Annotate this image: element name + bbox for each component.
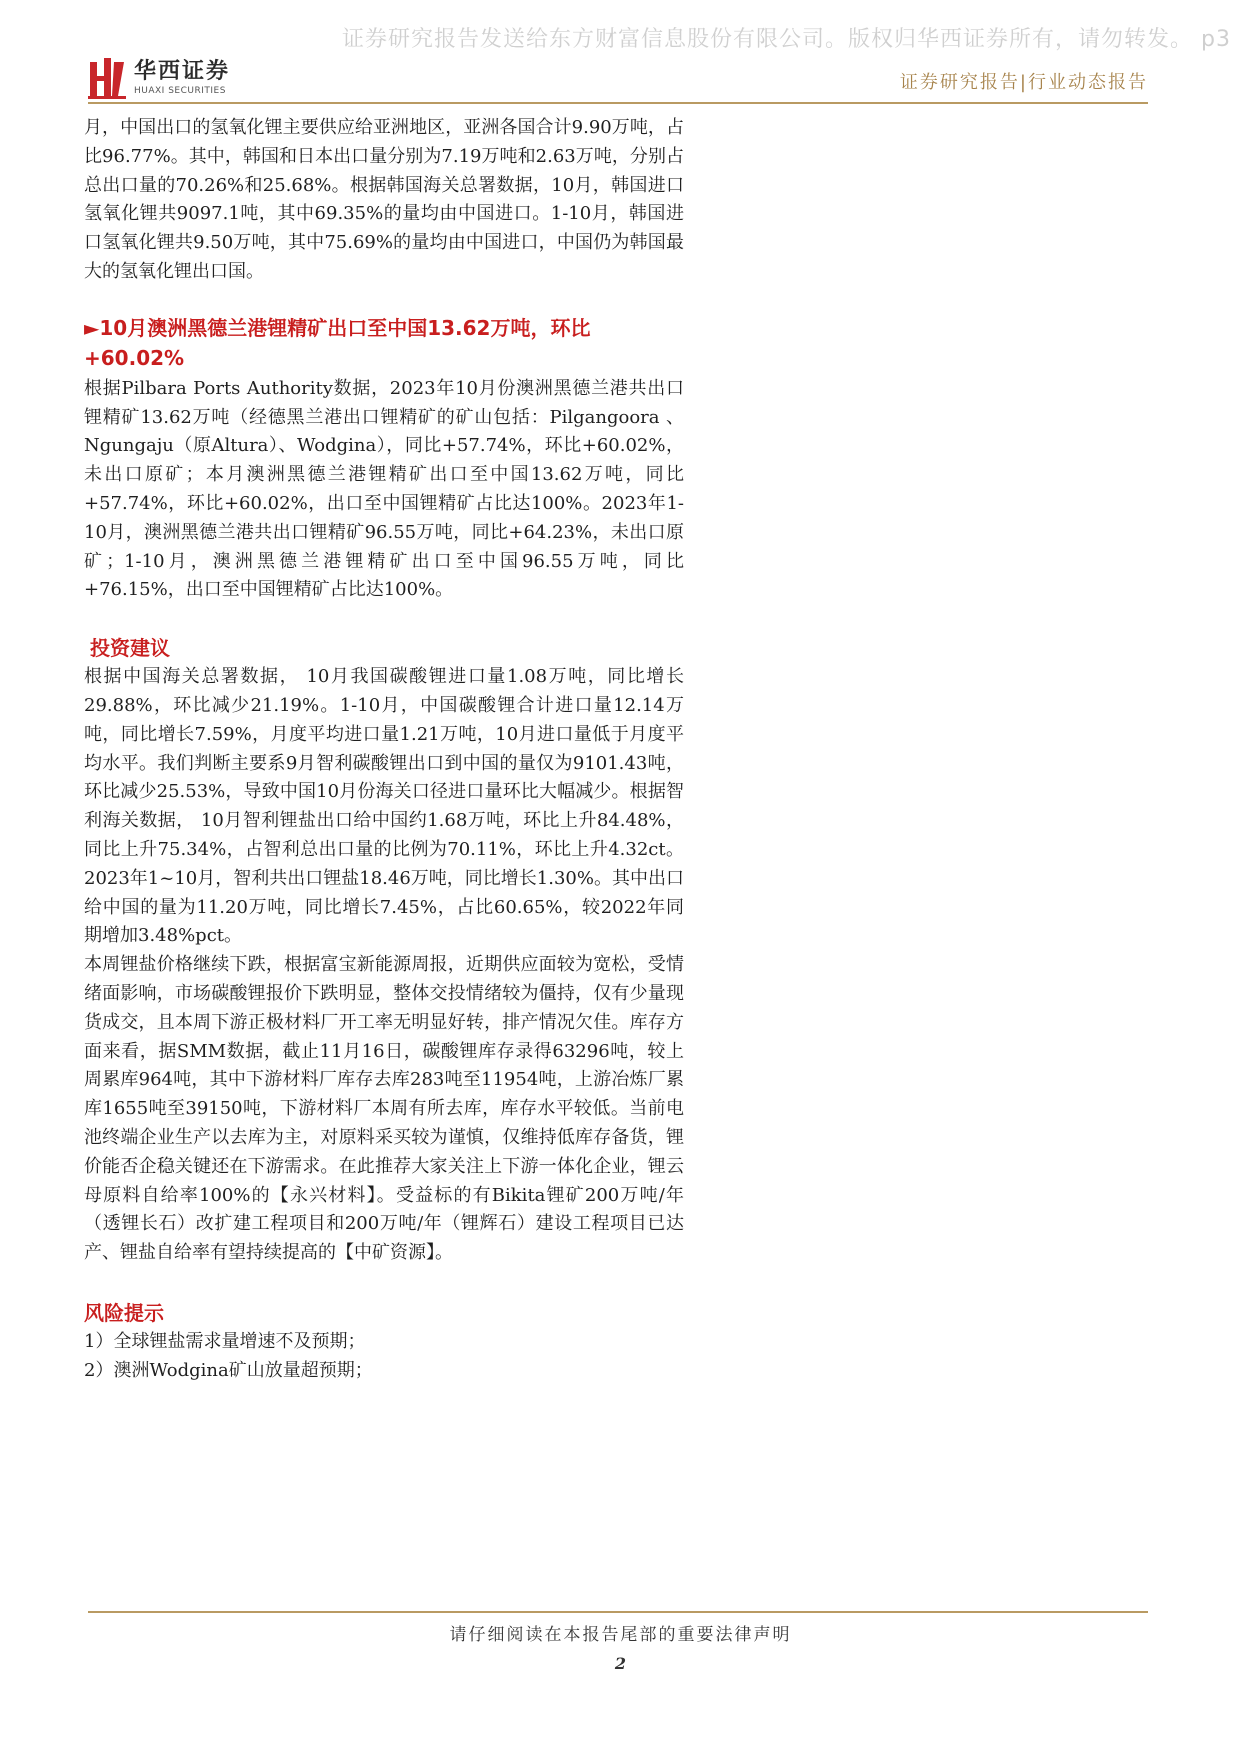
risk-item: 2）澳洲Wodgina矿山放量超预期； [84,1359,373,1381]
report-body [84,114,684,1385]
report-type: 证券研究报告|行业动态报告 [899,72,1148,93]
legal-notice: 请仔细阅读在本报告尾部的重要法律声明 [449,1625,792,1645]
risk-item: 1）全球锂盐需求量增速不及预期； [84,1330,366,1352]
header-divider [88,102,1148,104]
paragraph-investment-imports: 根据中国海关总署数据， 10月我国碳酸锂进口量1.08万吨，同比增长29.88%，环比减少21.19%。1-10月，中国碳酸锂合计进口量12.14万吨，同比增长7.59%，月度平均进口量1.21万吨，10月进口量低于月度平均水平。我们判断主要系9月智利碳酸锂出口到中国的量仅为9101.43吨，环比减少25.53%，导致中国10月份海关口径进口量环比大幅减少。根据智利海关数据， 10月智利锂盐出口给中国约1.68万吨，环比上升84.48%，同比上升75.34%，占智利总出口量的比例为70.11%，环比上升4.32ct。2023年1~10月，智利共出口锂盐18.46万吨，同比增长1.30%。其中出口给中国的量为11.20万吨，同比增长7.45%，占比60.65%，较2022年同期增加3.48%pct。 [84,666,684,947]
paragraph-hydroxide-export: 月，中国出口的氢氧化锂主要供应给亚洲地区，亚洲各国合计9.90万吨，占比96.77%。其中，韩国和日本出口量分别为7.19万吨和2.63万吨，分别占总出口量的70.26%和25.68%。根据韩国海关总署数据，10月，韩国进口氢氧化锂共9097.1吨，其中69.35%的量均由中国进口。1-10月，韩国进口氢氧化锂共9.50万吨，其中75.69%的量均由中国进口，中国仍为韩国最大的氢氧化锂出口国。 [84,117,684,282]
paragraph-port-hedland: 根据Pilbara Ports Authority数据，2023年10月份澳洲黑德兰港共出口锂精矿13.62万吨（经德黑兰港出口锂精矿的矿山包括：Pilgangoora 、Ngungaju（原Altura）、Wodgina），同比+57.74%，环比+60.02%，未出口原矿；本月澳洲黑德兰港锂精矿出口至中国13.62万吨，同比+57.74%，环比+60.02%，出口至中国锂精矿占比达100%。2023年1-10月，澳洲黑德兰港共出口锂精矿96.55万吨，同比+64.23%，未出口原矿；1-10月，澳洲黑德兰港锂精矿出口至中国96.55万吨，同比+76.15%，出口至中国锂精矿占比达100%。 [84,377,684,601]
logo-english-name: HUAXI SECURITIES [134,86,226,96]
footer-divider [88,1611,1148,1613]
logo-chinese-name: 华西证券 [134,59,231,84]
heading-port-hedland: ►10月澳洲黑德兰港锂精矿出口至中国13.62万吨，环比+60.02% [84,315,591,370]
section-title-investment: 投资建议 [90,636,170,661]
watermark: 证券研究报告发送给东方财富信息股份有限公司。版权归华西证券所有，请勿转发。 p3 [342,27,1231,52]
company-logo [88,56,230,100]
paragraph-investment-prices: 本周锂盐价格继续下跌，根据富宝新能源周报，近期供应面较为宽松，受情绪面影响，市场碳酸锂报价下跌明显，整体交投情绪较为僵持，仅有少量现货成交，且本周下游正极材料厂开工率无明显好转，排产情况欠佳。库存方面来看，据SMM数据，截止11月16日，碳酸锂库存录得63296吨，较上周累库964吨，其中下游材料厂库存去库283吨至11954吨，上游冶炼厂累库1655吨至39150吨，下游材料厂本周有所去库，库存水平较低。当前电池终端企业生产以去库为主，对原料采买较为谨慎，仅维持低库存备货，锂价能否企稳关键还在下游需求。在此推荐大家关注上下游一体化企业，锂云母原料自给率100%的【永兴材料】。受益标的有Bikita锂矿200万吨/年（透锂长石）改扩建工程项目和200万吨/年（锂辉石）建设工程项目已达产、锂盐自给率有望持续提高的【中矿资源】。 [84,954,684,1264]
huaxi-logo-icon [88,56,126,100]
page-number: 2 [614,1654,627,1673]
section-title-risk: 风险提示 [84,1300,164,1325]
